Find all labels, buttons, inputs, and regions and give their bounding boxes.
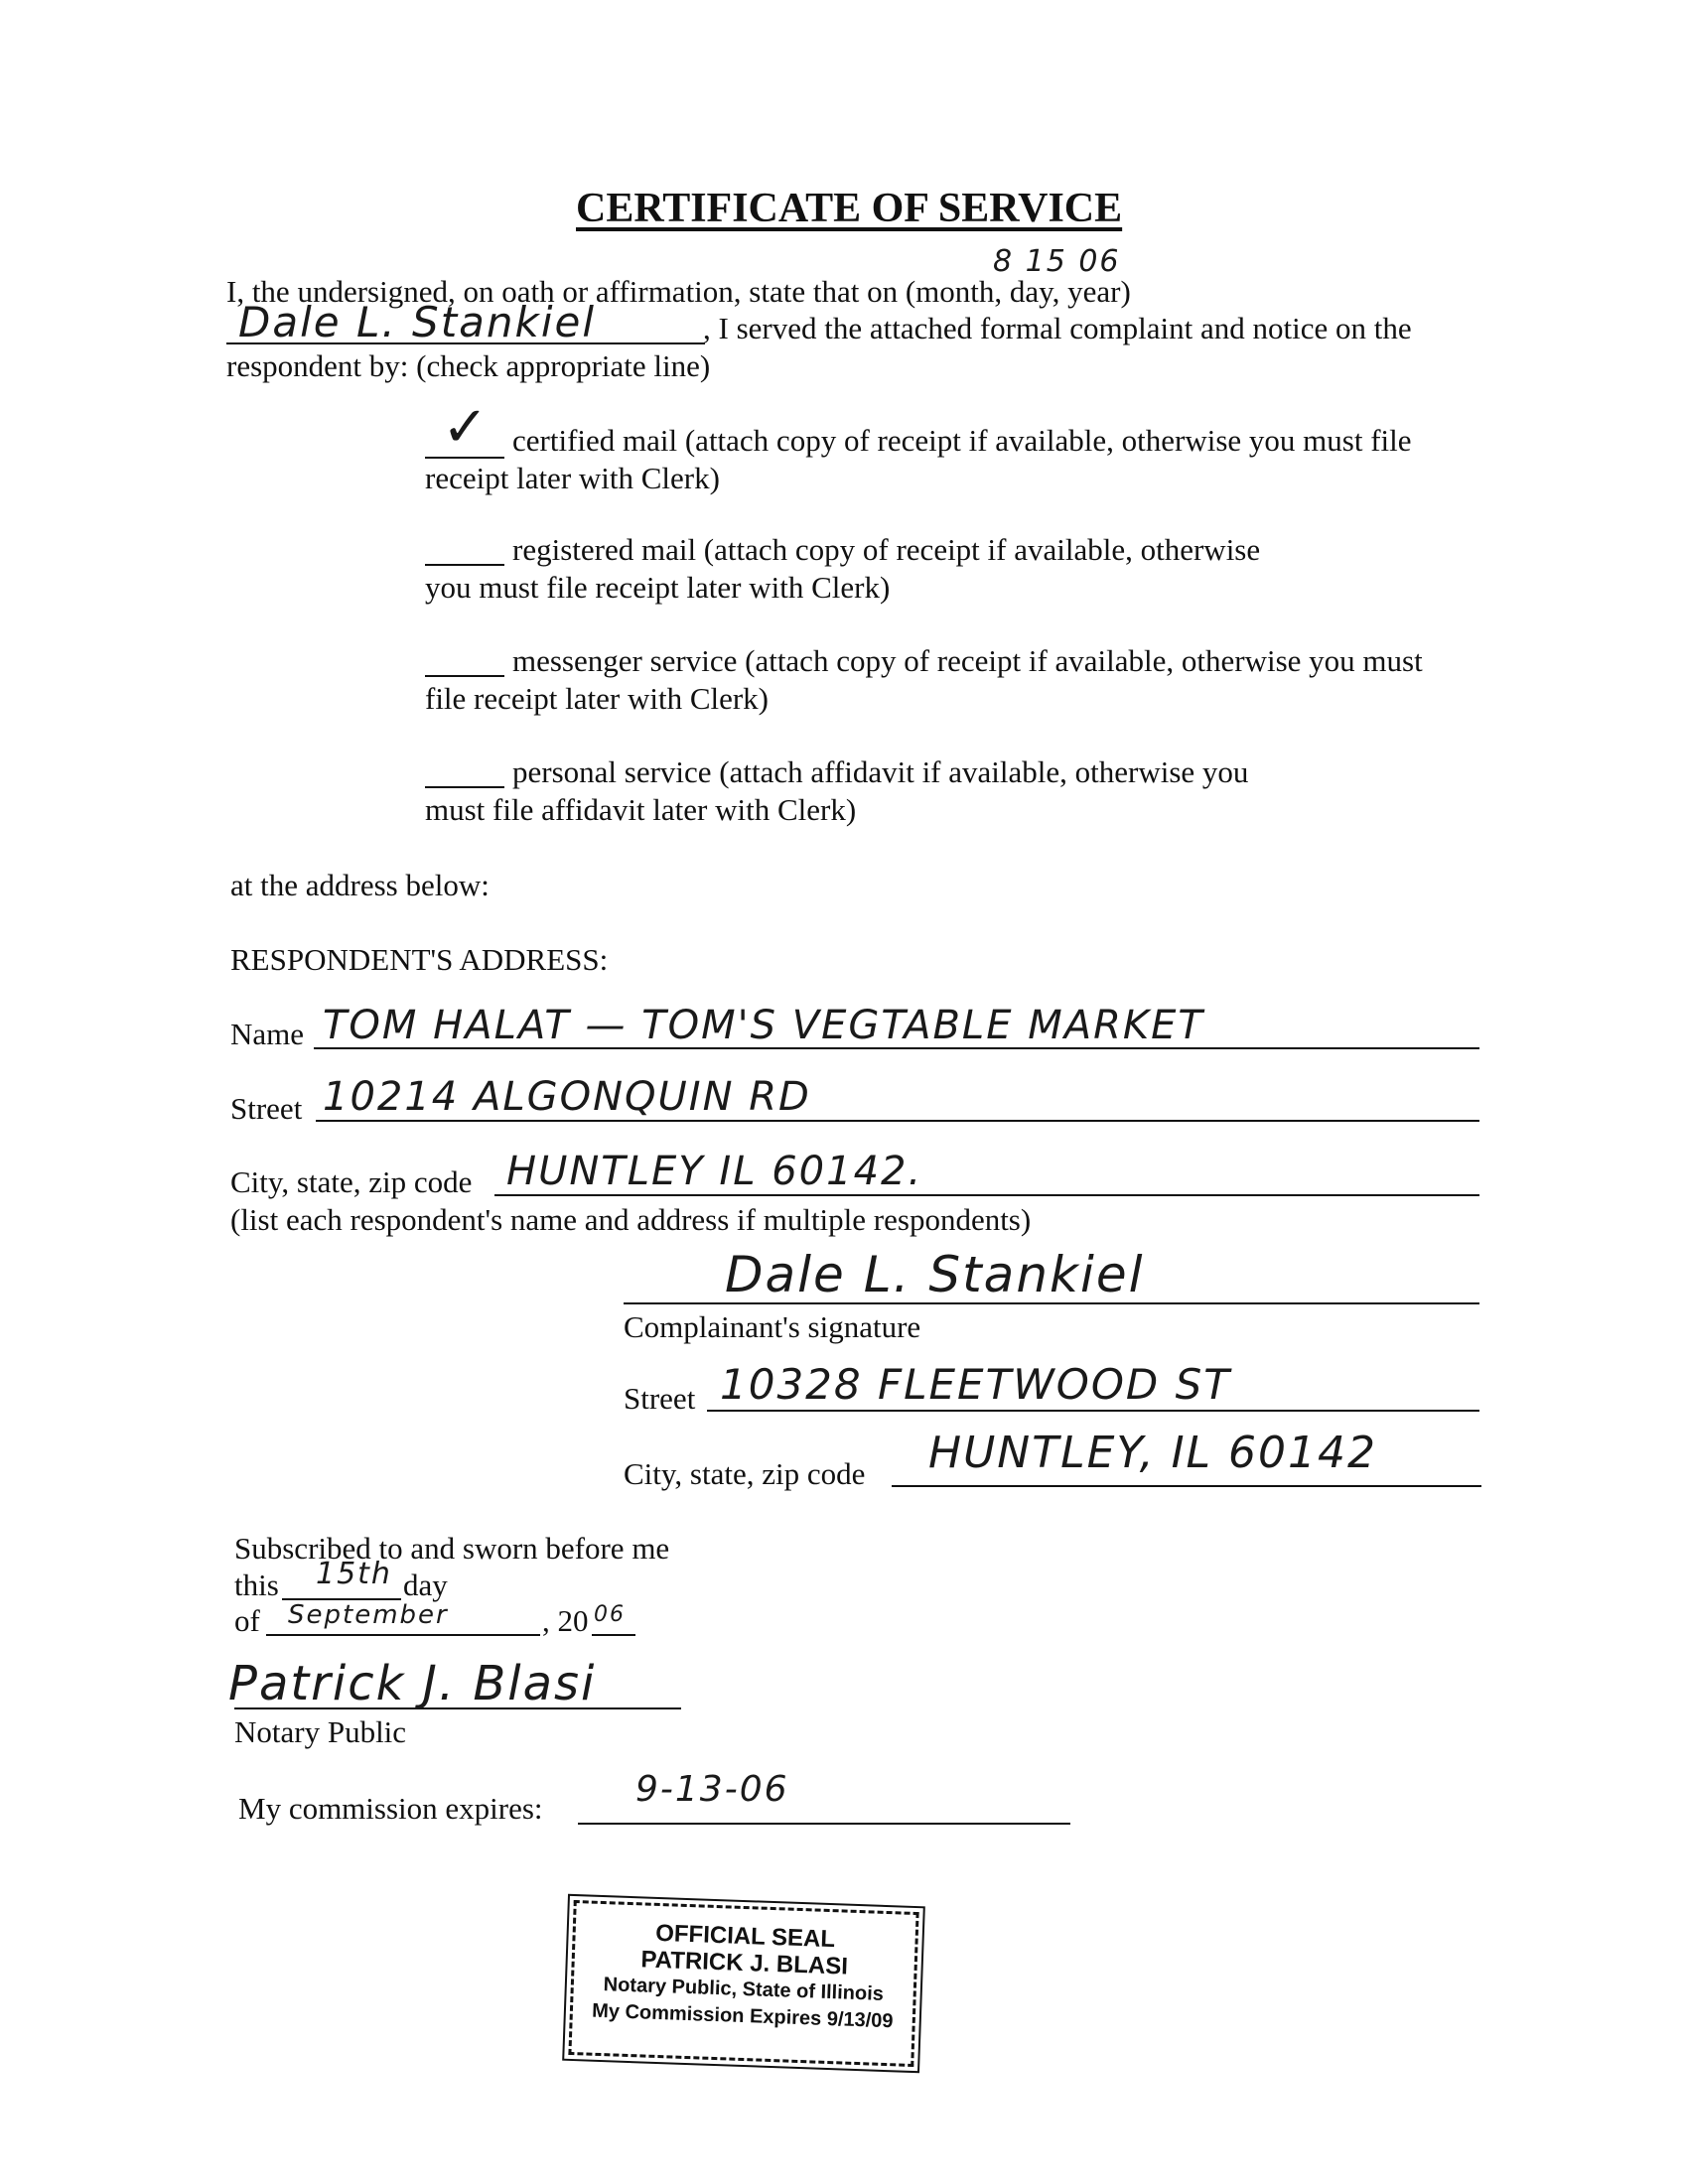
handwritten-service-date: 8 15 06 xyxy=(993,244,1121,279)
year-prefix: , 20 xyxy=(542,1603,589,1638)
complainant-signature: Dale L. Stankiel xyxy=(725,1246,1145,1303)
notary-signature: Patrick J. Blasi xyxy=(228,1656,597,1711)
complainant-city: HUNTLEY, IL 60142 xyxy=(928,1428,1378,1478)
option-text: file receipt later with Clerk) xyxy=(425,681,770,716)
option-text: personal service (attach affidavit if available, otherwise you xyxy=(512,754,1249,789)
check-mark: ✓ xyxy=(442,395,491,460)
commission-date: 9-13-06 xyxy=(635,1769,789,1810)
respondent-street: 10214 ALGONQUIN RD xyxy=(323,1074,811,1120)
seal-line: My Commission Expires 9/13/09 xyxy=(591,1999,894,2033)
option-text: receipt later with Clerk) xyxy=(425,461,720,495)
complainant-city-line xyxy=(892,1485,1481,1487)
option-blank[interactable] xyxy=(425,564,504,566)
intro-line-2: , I served the attached formal complaint and notice on the xyxy=(703,311,1412,345)
page-title: CERTIFICATE OF SERVICE xyxy=(576,186,1123,231)
intro-line-3: respondent by: (check appropriate line) xyxy=(226,348,711,383)
seal-line: OFFICIAL SEAL xyxy=(654,1919,836,1954)
official-seal-stamp xyxy=(568,1900,918,2067)
option-text: messenger service (attach copy of receipt if available, otherwise you must xyxy=(512,643,1423,678)
intro-line-1: I, the undersigned, on oath or affirmation, state that on (month, day, year) xyxy=(226,274,1131,309)
complainant-signature-label: Complainant's signature xyxy=(624,1309,921,1344)
option-text: certified mail (attach copy of receipt if available, otherwise you must file xyxy=(512,423,1412,458)
multiple-respondents-note: (list each respondent's name and address if multiple respondents) xyxy=(230,1202,1032,1237)
option-text: you must file receipt later with Clerk) xyxy=(425,570,891,605)
this-label: this xyxy=(234,1568,279,1602)
seal-line: Notary Public, State of Illinois xyxy=(603,1974,885,2005)
complainant-city-label: City, state, zip code xyxy=(624,1456,866,1491)
notary-public-label: Notary Public xyxy=(234,1714,407,1749)
seal-line: PATRICK J. BLASI xyxy=(640,1946,849,1980)
commission-expires-label: My commission expires: xyxy=(238,1791,543,1826)
complainant-street-line xyxy=(707,1410,1479,1412)
complainant-street-label: Street xyxy=(624,1381,696,1416)
server-signature: Dale L. Stankiel xyxy=(238,298,597,346)
name-label: Name xyxy=(230,1017,305,1051)
respondent-heading: RESPONDENT'S ADDRESS: xyxy=(230,942,609,977)
year-line xyxy=(592,1634,635,1636)
option-blank[interactable] xyxy=(425,675,504,677)
notary-day: 15th xyxy=(316,1557,392,1591)
day-label: day xyxy=(403,1568,448,1602)
complainant-street: 10328 FLEETWOOD ST xyxy=(720,1360,1231,1409)
option-blank[interactable] xyxy=(425,786,504,788)
city-state-zip-label: City, state, zip code xyxy=(230,1164,473,1199)
option-text: registered mail (attach copy of receipt if available, otherwise xyxy=(512,532,1261,567)
option-text: must file affidavit later with Clerk) xyxy=(425,792,857,827)
commission-expires-line xyxy=(578,1823,1070,1825)
subscribed-text: Subscribed to and sworn before me xyxy=(234,1531,670,1566)
of-label: of xyxy=(234,1603,260,1638)
notary-month: September xyxy=(288,1600,449,1630)
month-line xyxy=(266,1634,540,1636)
respondent-name: TOM HALAT — TOM'S VEGTABLE MARKET xyxy=(323,1003,1204,1048)
respondent-city: HUNTLEY IL 60142. xyxy=(506,1149,923,1194)
address-intro: at the address below: xyxy=(230,868,490,902)
street-label: Street xyxy=(230,1091,303,1126)
city-state-zip-line xyxy=(494,1194,1479,1196)
street-line xyxy=(316,1120,1479,1122)
notary-year-suffix: 06 xyxy=(594,1602,626,1627)
